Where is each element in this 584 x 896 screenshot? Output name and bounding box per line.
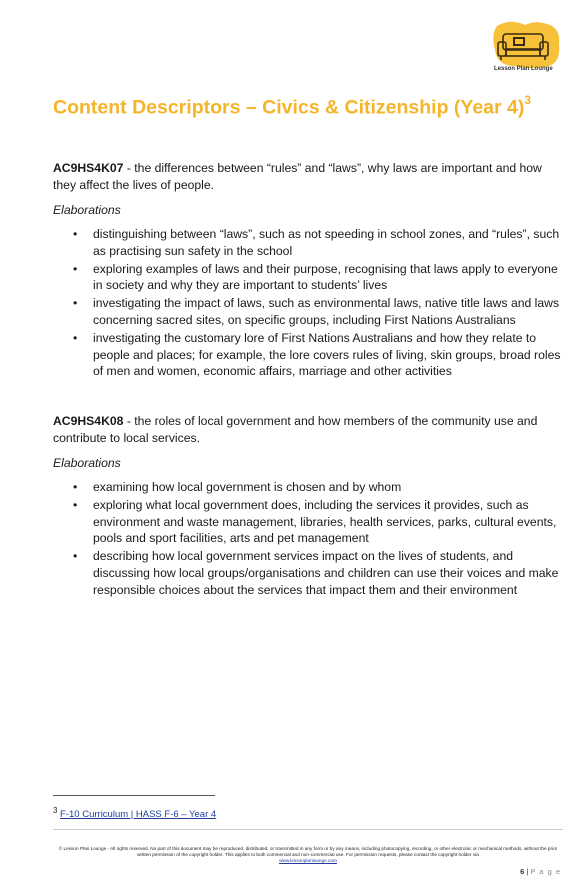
descriptor-code: AC9HS4K08	[53, 414, 124, 428]
bullet-icon: •	[73, 261, 78, 276]
bullet-icon: •	[73, 227, 78, 241]
page-number	[520, 867, 561, 876]
title-text: Content Descriptors – Civics & Citizenship (Year 4)	[53, 96, 525, 119]
copyright-text: © Lesson Plan Lounge - All rights reserved. No part of this document may be reproduced, distributed, or transmitted in any form or by any means, including photocopying, recording, or other electronic or mechanical methods, without the prior written permission of the copyright holder. This applies to both commercial and non-commercial use. For permission requests, please contact the copyright holder via	[58, 846, 558, 857]
elaborations-list	[53, 479, 563, 599]
descriptor-paragraph	[53, 413, 563, 446]
page-separator: |	[524, 867, 531, 876]
descriptor-text: - the roles of local government and how members of the community use and contribute to local services.	[53, 414, 538, 445]
page-number-value: 6	[520, 867, 525, 876]
content-section-2	[53, 413, 563, 600]
copyright-link[interactable]: www.lessonplanlounge.com	[279, 858, 337, 863]
descriptor-paragraph	[53, 160, 563, 193]
footer-divider	[53, 829, 563, 830]
page-label: P a g e	[530, 867, 561, 876]
list-item	[73, 226, 563, 260]
content-section-1	[53, 160, 563, 381]
list-item-text: examining how local government is chosen and by whom	[93, 480, 402, 494]
list-item	[73, 497, 563, 547]
list-item-text: describing how local government services impact on the lives of students, and discussing how local groups/organisations and children can use their voices and make responsible choices about the services that impact them and their environment	[93, 549, 559, 597]
title-footnote-ref[interactable]: 3	[524, 93, 532, 107]
copyright-notice	[53, 846, 563, 864]
page-title	[53, 95, 531, 120]
elaborations-list	[53, 226, 563, 380]
list-item-text: distinguishing between “laws”, such as not speeding in school zones, and “rules”, such as practising sun safety in the school	[93, 227, 560, 258]
footnote-link[interactable]: F-10 Curriculum | HASS F-6 – Year 4	[60, 809, 217, 821]
list-item-text: investigating the impact of laws, such as environmental laws, native title laws and laws concerning sacred sites, on specific groups, including First Nations Australians	[93, 296, 560, 327]
logo-text: Lesson Plan Lounge	[494, 66, 553, 72]
list-item-text: exploring examples of laws and their purpose, recognising that laws apply to everyone in society and why they are important to students’ lives	[93, 261, 558, 293]
list-item	[73, 330, 563, 380]
bullet-icon: •	[73, 296, 78, 311]
list-item-text: investigating the customary lore of First Nations Australians and how they relate to people and places; for example, the lore covers rules of living, skin groups, broad roles of men and women, economic affairs, marriage and other activities	[93, 330, 561, 379]
footnote-divider	[53, 795, 215, 796]
elaborations-heading: Elaborations	[53, 456, 121, 470]
elaborations-heading: Elaborations	[53, 203, 121, 217]
list-item	[73, 261, 563, 295]
list-item	[73, 548, 563, 598]
list-item	[73, 479, 563, 496]
bullet-icon: •	[73, 497, 78, 512]
bullet-icon: •	[73, 330, 78, 345]
footnote	[53, 806, 216, 820]
footnote-number: 3	[53, 806, 58, 815]
descriptor-text: - the differences between “rules” and “laws”, why laws are important and how they affect the lives of people.	[53, 161, 542, 192]
bullet-icon: •	[73, 480, 78, 494]
list-item-text: exploring what local government does, including the services it provides, such as environment and waste management, libraries, health services, parks, cultural events, pools and sport facilities, arts and pet management	[93, 497, 557, 546]
descriptor-code: AC9HS4K07	[53, 161, 124, 175]
bullet-icon: •	[73, 549, 78, 564]
list-item	[73, 295, 563, 329]
